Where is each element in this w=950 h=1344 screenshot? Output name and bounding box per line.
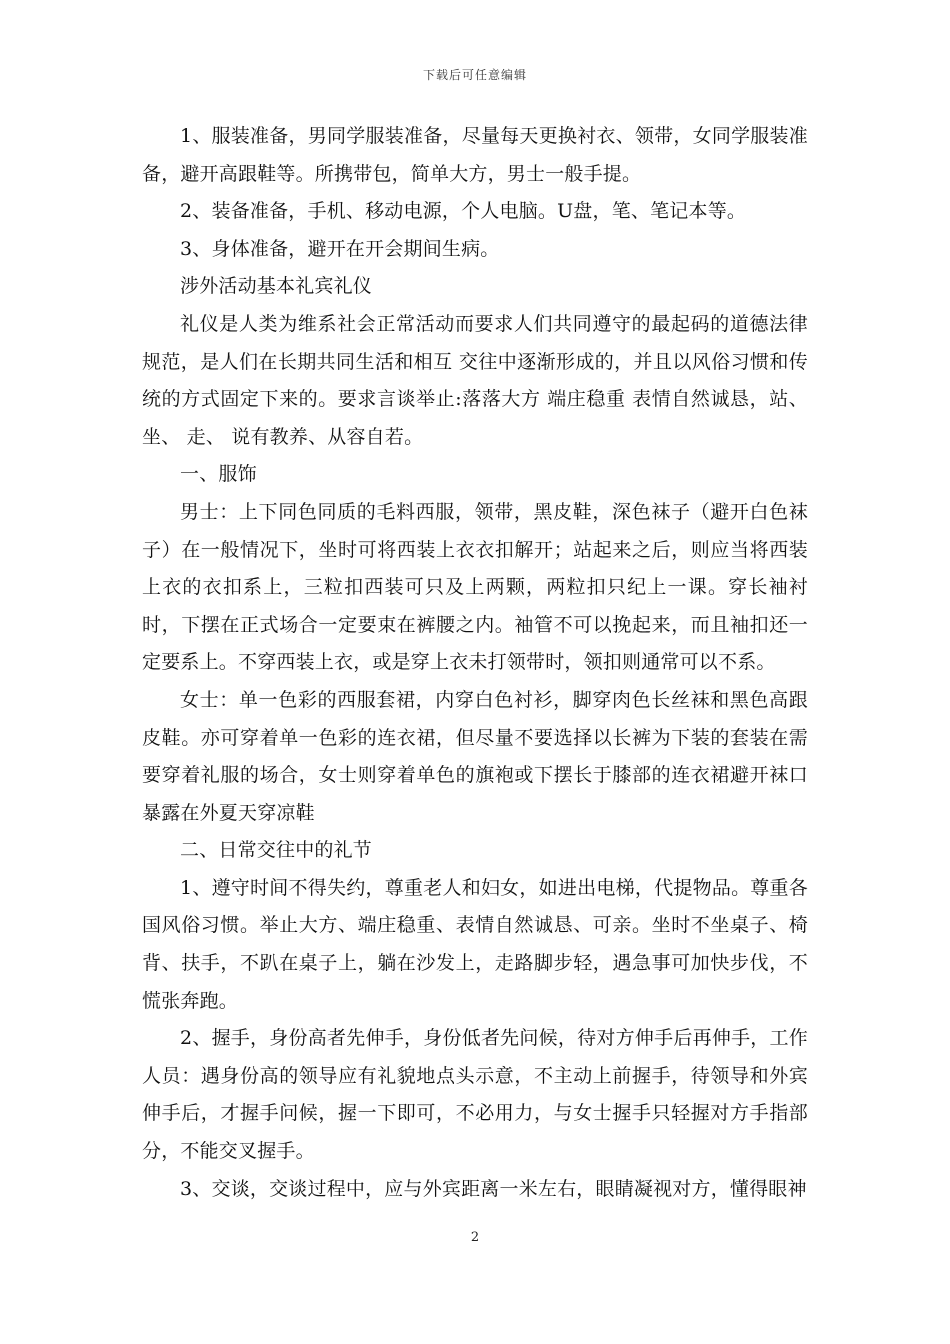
page-number: 2 xyxy=(470,1230,480,1245)
document-body xyxy=(142,118,808,1208)
paragraph-clothing-prep: 1、服装准备，男同学服装准备，尽量每天更换衬衣、领带，女同学服装准备，避开高跟鞋等。所携带包，简单大方，男士一般手提。 xyxy=(142,125,808,185)
section-title-etiquette: 涉外活动基本礼宾礼仪 xyxy=(180,275,373,298)
paragraph-punctuality: 1、遵守时间不得失约，尊重老人和妇女，如进出电梯，代提物品。尊重各国风俗习惯。举止大方、端庄稳重、表情自然诚恳、可亲。坐时不坐桌子、椅背、扶手，不趴在桌子上，躺在沙发上，走路脚步轻，遇急事可加快步伐，不慌张奔跑。 xyxy=(142,876,808,1012)
paragraph-men-attire: 男士：上下同色同质的毛料西服，领带，黑皮鞋，深色袜子（避开白色袜子）在一般情况下，坐时可将西装上衣衣扣解开；站起来之后，则应当将西装上衣的衣扣系上，三粒扣西装可只及上两颗，两粒扣只纪上一课。穿长袖衬时，下摆在正式场合一定要束在裤腰之内。袖管不可以挽起来，而且袖扣还一定要系上。不穿西装上衣，或是穿上衣未打领带时，领扣则通常可以不系。 xyxy=(142,500,808,674)
page-header: 下载后可任意编辑 xyxy=(422,68,527,82)
paragraph-health-prep: 3、身体准备，避开在开会期间生病。 xyxy=(180,237,500,260)
paragraph-women-attire: 女士：单一色彩的西服套裙，内穿白色衬衫，脚穿肉色长丝袜和黑色高跟皮鞋。亦可穿着单一色彩的连衣裙，但尽量不要选择以长裤为下装的套装在需要穿着礼服的场合，女士则穿着单色的旗袍或下摆长于膝部的连衣裙避开袜口暴露在外夏天穿凉鞋 xyxy=(142,688,808,824)
heading-attire: 一、服饰 xyxy=(180,463,257,486)
heading-daily-courtesy: 二、日常交往中的礼节 xyxy=(180,839,373,862)
paragraph-etiquette-definition: 礼仪是人类为维系社会正常活动而要求人们共同遵守的最起码的道德法律规范，是人们在长期共同生活和相互 交往中逐渐形成的，并且以风俗习惯和传统的方式固定下来的。要求言谈举止:落落大方 端庄稳重 表情自然诚恳，站、坐、 走、 说有教养、从容自若。 xyxy=(142,312,808,448)
paragraph-handshake: 2、握手，身份高者先伸手，身份低者先问候，待对方伸手后再伸手，工作人员：遇身份高的领导应有礼貌地点头示意，不主动上前握手，待领导和外宾伸手后，才握手问候，握一下即可，不必用力，与女士握手只轻握对方手指部分，不能交叉握手。 xyxy=(142,1027,808,1163)
paragraph-equipment-prep: 2、装备准备，手机、移动电源，个人电脑。U盘，笔、笔记本等。 xyxy=(180,200,747,223)
paragraph-conversation: 3、交谈，交谈过程中，应与外宾距离一米左右，眼睛凝视对方，懂得眼神 xyxy=(180,1177,807,1200)
